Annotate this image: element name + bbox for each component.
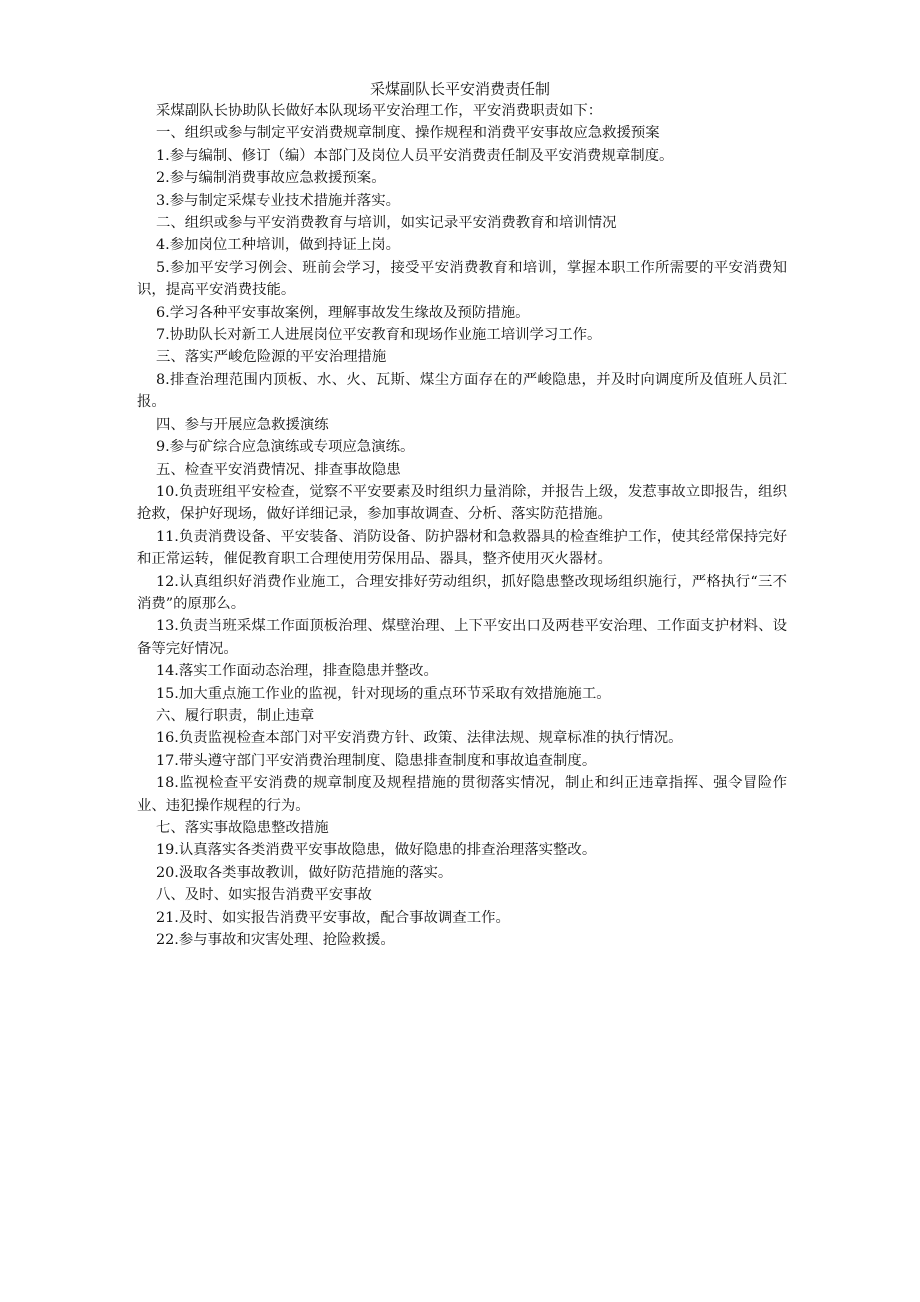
- section-heading: 八、及时、如实报告消费平安事故: [156, 887, 372, 904]
- paragraph: 3.参与制定采煤专业技术措施并落实。: [156, 192, 400, 209]
- paragraph: 20.汲取各类事故教训，做好防范措施的落实。: [156, 864, 453, 881]
- paragraph: 6.学习各种平安事故案例，理解事故发生缘故及预防措施。: [156, 304, 530, 321]
- paragraph: 18.监视检查平安消费的规章制度及规程措施的贯彻落实情况，制止和纠正违章指挥、强令冒险作业、违犯操作规程的行为。: [137, 775, 787, 814]
- section-heading: 一、组织或参与制定平安消费规章制度、操作规程和消费平安事故应急救援预案: [156, 125, 660, 142]
- section-heading: 七、落实事故隐患整改措施: [156, 820, 329, 836]
- section-heading: 三、落实严峻危险源的平安治理措施: [156, 349, 387, 366]
- paragraph: 11.负责消费设备、平安装备、消防设备、防护器材和急救器具的检查维护工作，使其经常保持完好和正常运转，催促教育职工合理使用劳保用品、器具，整齐使用灭火器材。: [137, 528, 787, 568]
- paragraph: 22.参与事故和灾害处理、抢险救援。: [156, 932, 395, 949]
- section-heading: 五、检查平安消费情况、排查事故隐患: [156, 461, 401, 478]
- paragraph: 12.认真组织好消费作业施工，合理安排好劳动组织，抓好隐患整改现场组织施行，严格执行“三不消费”的原那么。: [137, 573, 787, 612]
- section-heading: 六、履行职责，制止违章: [156, 707, 315, 724]
- paragraph: 4.参加岗位工种培训，做到持证上岗。: [156, 237, 400, 254]
- paragraph: 14.落实工作面动态治理，排查隐患并整改。: [156, 663, 438, 680]
- paragraph: 19.认真落实各类消费平安事故隐患，做好隐患的排查治理落实整改。: [156, 842, 597, 859]
- paragraph: 21.及时、如实报告消费平安事故，配合事故调查工作。: [156, 909, 510, 926]
- section-heading: 四、参与开展应急救援演练: [156, 416, 329, 433]
- paragraph: 8.排查治理范围内顶板、水、火、瓦斯、煤尘方面存在的严峻隐患，并及时向调度所及值班人员汇报。: [137, 371, 787, 411]
- paragraph: 7.协助队长对新工人进展岗位平安教育和现场作业施工培训学习工作。: [156, 327, 602, 344]
- paragraph: 5.参加平安学习例会、班前会学习，接受平安消费教育和培训，掌握本职工作所需要的平安消费知识，提高平安消费技能。: [137, 259, 787, 299]
- paragraph: 1.参与编制、修订（编）本部门及岗位人员平安消费责任制及平安消费规章制度。: [156, 147, 674, 164]
- paragraph: 采煤副队长协助队长做好本队现场平安治理工作，平安消费职责如下：: [156, 103, 603, 119]
- paragraph: 16.负责监视检查本部门对平安消费方针、政策、法律法规、规章标准的执行情况。: [156, 730, 683, 747]
- paragraph: 15.加大重点施工作业的监视，针对现场的重点环节采取有效措施施工。: [156, 685, 611, 702]
- paragraph: 9.参与矿综合应急演练或专项应急演练。: [156, 439, 415, 456]
- section-heading: 二、组织或参与平安消费教育与培训，如实记录平安消费教育和培训情况: [156, 215, 617, 232]
- paragraph: 13.负责当班采煤工作面顶板治理、煤壁治理、上下平安出口及两巷平安治理、工作面支护材料、设备等完好情况。: [137, 618, 787, 657]
- document-body: [137, 100, 787, 951]
- paragraph: 10.负责班组平安检查，觉察不平安要素及时组织力量消除，并报告上级，发惹事故立即报告，组织抢救，保护好现场，做好详细记录，参加事故调查、分析、落实防范措施。: [137, 483, 787, 523]
- paragraph: 17.带头遵守部门平安消费治理制度、隐患排查制度和事故追查制度。: [156, 752, 597, 769]
- paragraph: 2.参与编制消费事故应急救援预案。: [156, 170, 386, 187]
- document-title: 采煤副队长平安消费责任制: [369, 80, 550, 98]
